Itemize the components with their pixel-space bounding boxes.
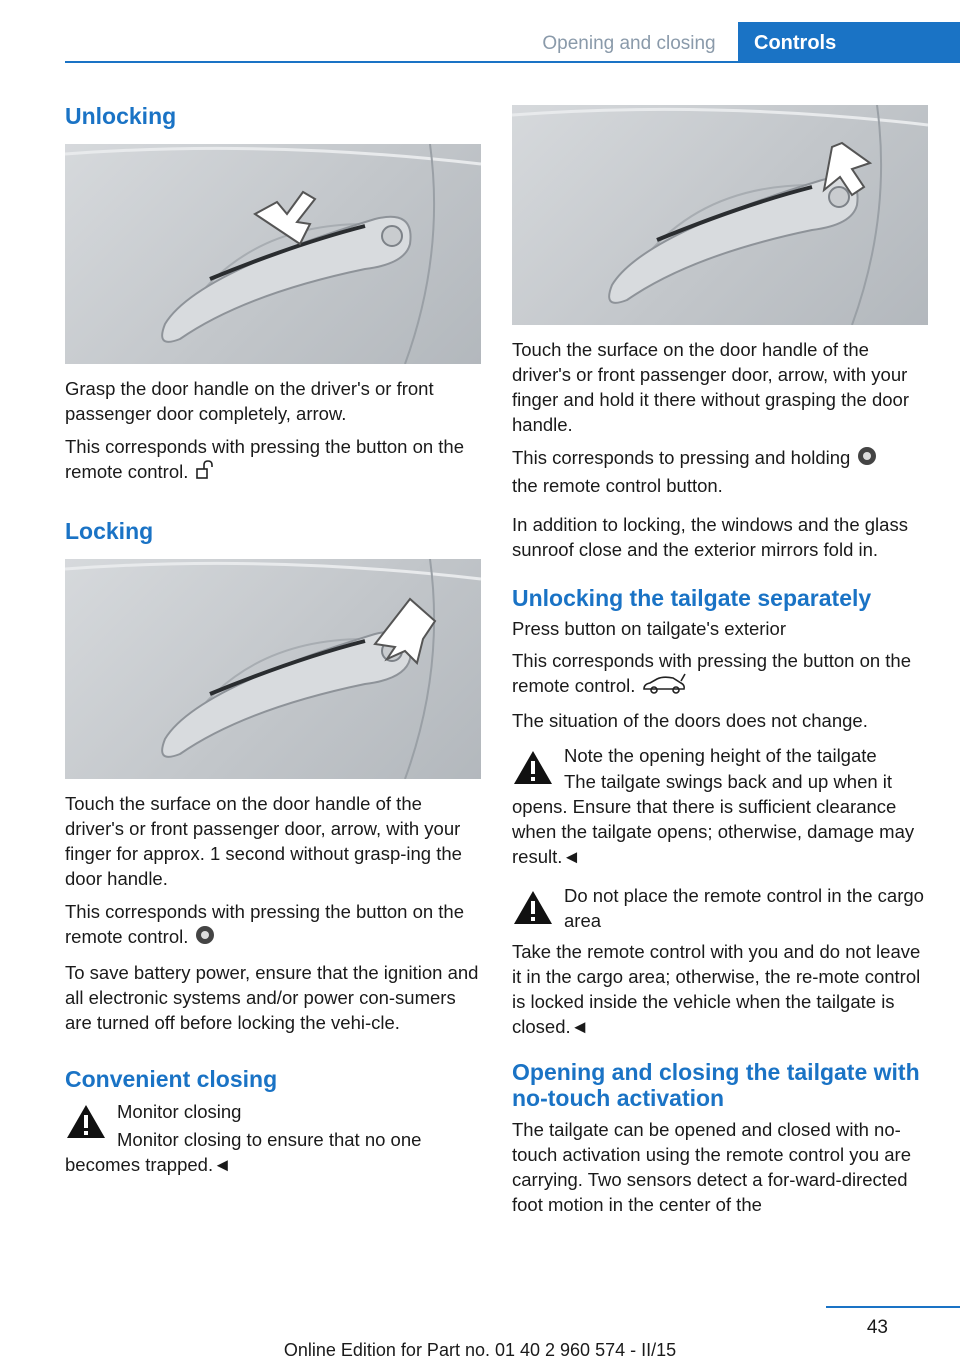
locking-text-1: Touch the surface on the door handle of the driver's or front passenger door, arrow, with your finger for approx. 1 second without grasp‐ing the door handle. (65, 793, 462, 890)
heading-convenient-closing: Convenient closing (65, 1066, 278, 1093)
unlock-icon (194, 459, 216, 487)
tailgate-text-3: The situation of the doors does not change. (512, 710, 868, 732)
warning-monitor-text: Monitor closing to ensure that no one becomes trapped.◄ (65, 1129, 422, 1176)
warning-remote-cargo-title: Do not place the remote control in the cargo area (564, 885, 924, 932)
warning-opening-height (512, 743, 928, 869)
right-column (512, 105, 928, 1217)
unlocking-text-2: This corresponds with pressing the button on the remote control. (65, 434, 481, 487)
locking-text-3: To save battery power, ensure that the ignition and all electronic systems and/or power con‐sumers are turned off before locking the vehi‐cle. (65, 962, 479, 1034)
heading-locking: Locking (65, 518, 154, 545)
warning-remote-cargo (512, 883, 928, 1039)
hold-text-2: This corresponds to pressing and holding the remote control button. (512, 445, 928, 498)
header-tab: Controls (738, 22, 960, 62)
heading-no-touch: Opening and closing the tailgate with no-touch activation (512, 1059, 920, 1112)
unlocking-text-1: Grasp the door handle on the driver's or front passenger door completely, arrow. (65, 378, 434, 424)
warning-opening-height-title: Note the opening height of the tailgate (564, 745, 877, 767)
page-number: 43 (866, 1317, 888, 1338)
hold-text-1: Touch the surface on the door handle of the driver's or front passenger door, arrow, with your finger and hold it there without grasping the door handle. (512, 339, 909, 435)
warning-remote-cargo-text: Take the remote control with you and do not leave it in the cargo area; otherwise, the re‐mote control is locked inside the vehicle when the tailgate is closed.◄ (512, 941, 921, 1038)
tailgate-icon (641, 673, 687, 701)
warning-icon (512, 889, 554, 926)
lock-icon (194, 924, 216, 952)
warning-monitor-title: Monitor closing (117, 1101, 242, 1123)
door-handle-image-locking (65, 559, 481, 779)
hold-text-3: In addition to locking, the windows and the glass sunroof close and the exterior mirrors fold in. (512, 514, 908, 561)
warning-icon (65, 1103, 107, 1140)
lock-icon (856, 445, 878, 473)
left-column (65, 102, 481, 1177)
footer-edition: Online Edition for Part no. 01 40 2 960 574 - II/15 (283, 1340, 677, 1360)
tailgate-text-1: Press button on tailgate's exterior (512, 618, 786, 640)
heading-unlocking-tailgate: Unlocking the tailgate separately (512, 585, 872, 612)
footer-rule (826, 1306, 960, 1308)
warning-opening-height-text: The tailgate swings back and up when it opens. Ensure that there is sufficient clearance when the tailgate opens; otherwise, damage may result.◄ (512, 771, 915, 868)
heading-unlocking: Unlocking (65, 103, 177, 129)
warning-monitor-closing (65, 1097, 481, 1177)
no-touch-text-1: The tailgate can be opened and closed with no-touch activation using the remote control you are carrying. Two sensors detect a for‐ward-directed foot motion in the center of the (512, 1119, 912, 1216)
header-section-label: Opening and closing (542, 33, 716, 54)
door-handle-image-unlocking (65, 144, 481, 364)
tailgate-text-2: This corresponds with pressing the button on the remote control. (512, 648, 928, 701)
header-rule (65, 61, 960, 63)
locking-text-2: This corresponds with pressing the button on the remote control. (65, 899, 481, 952)
door-handle-image-hold (512, 105, 928, 325)
warning-icon (512, 749, 554, 786)
